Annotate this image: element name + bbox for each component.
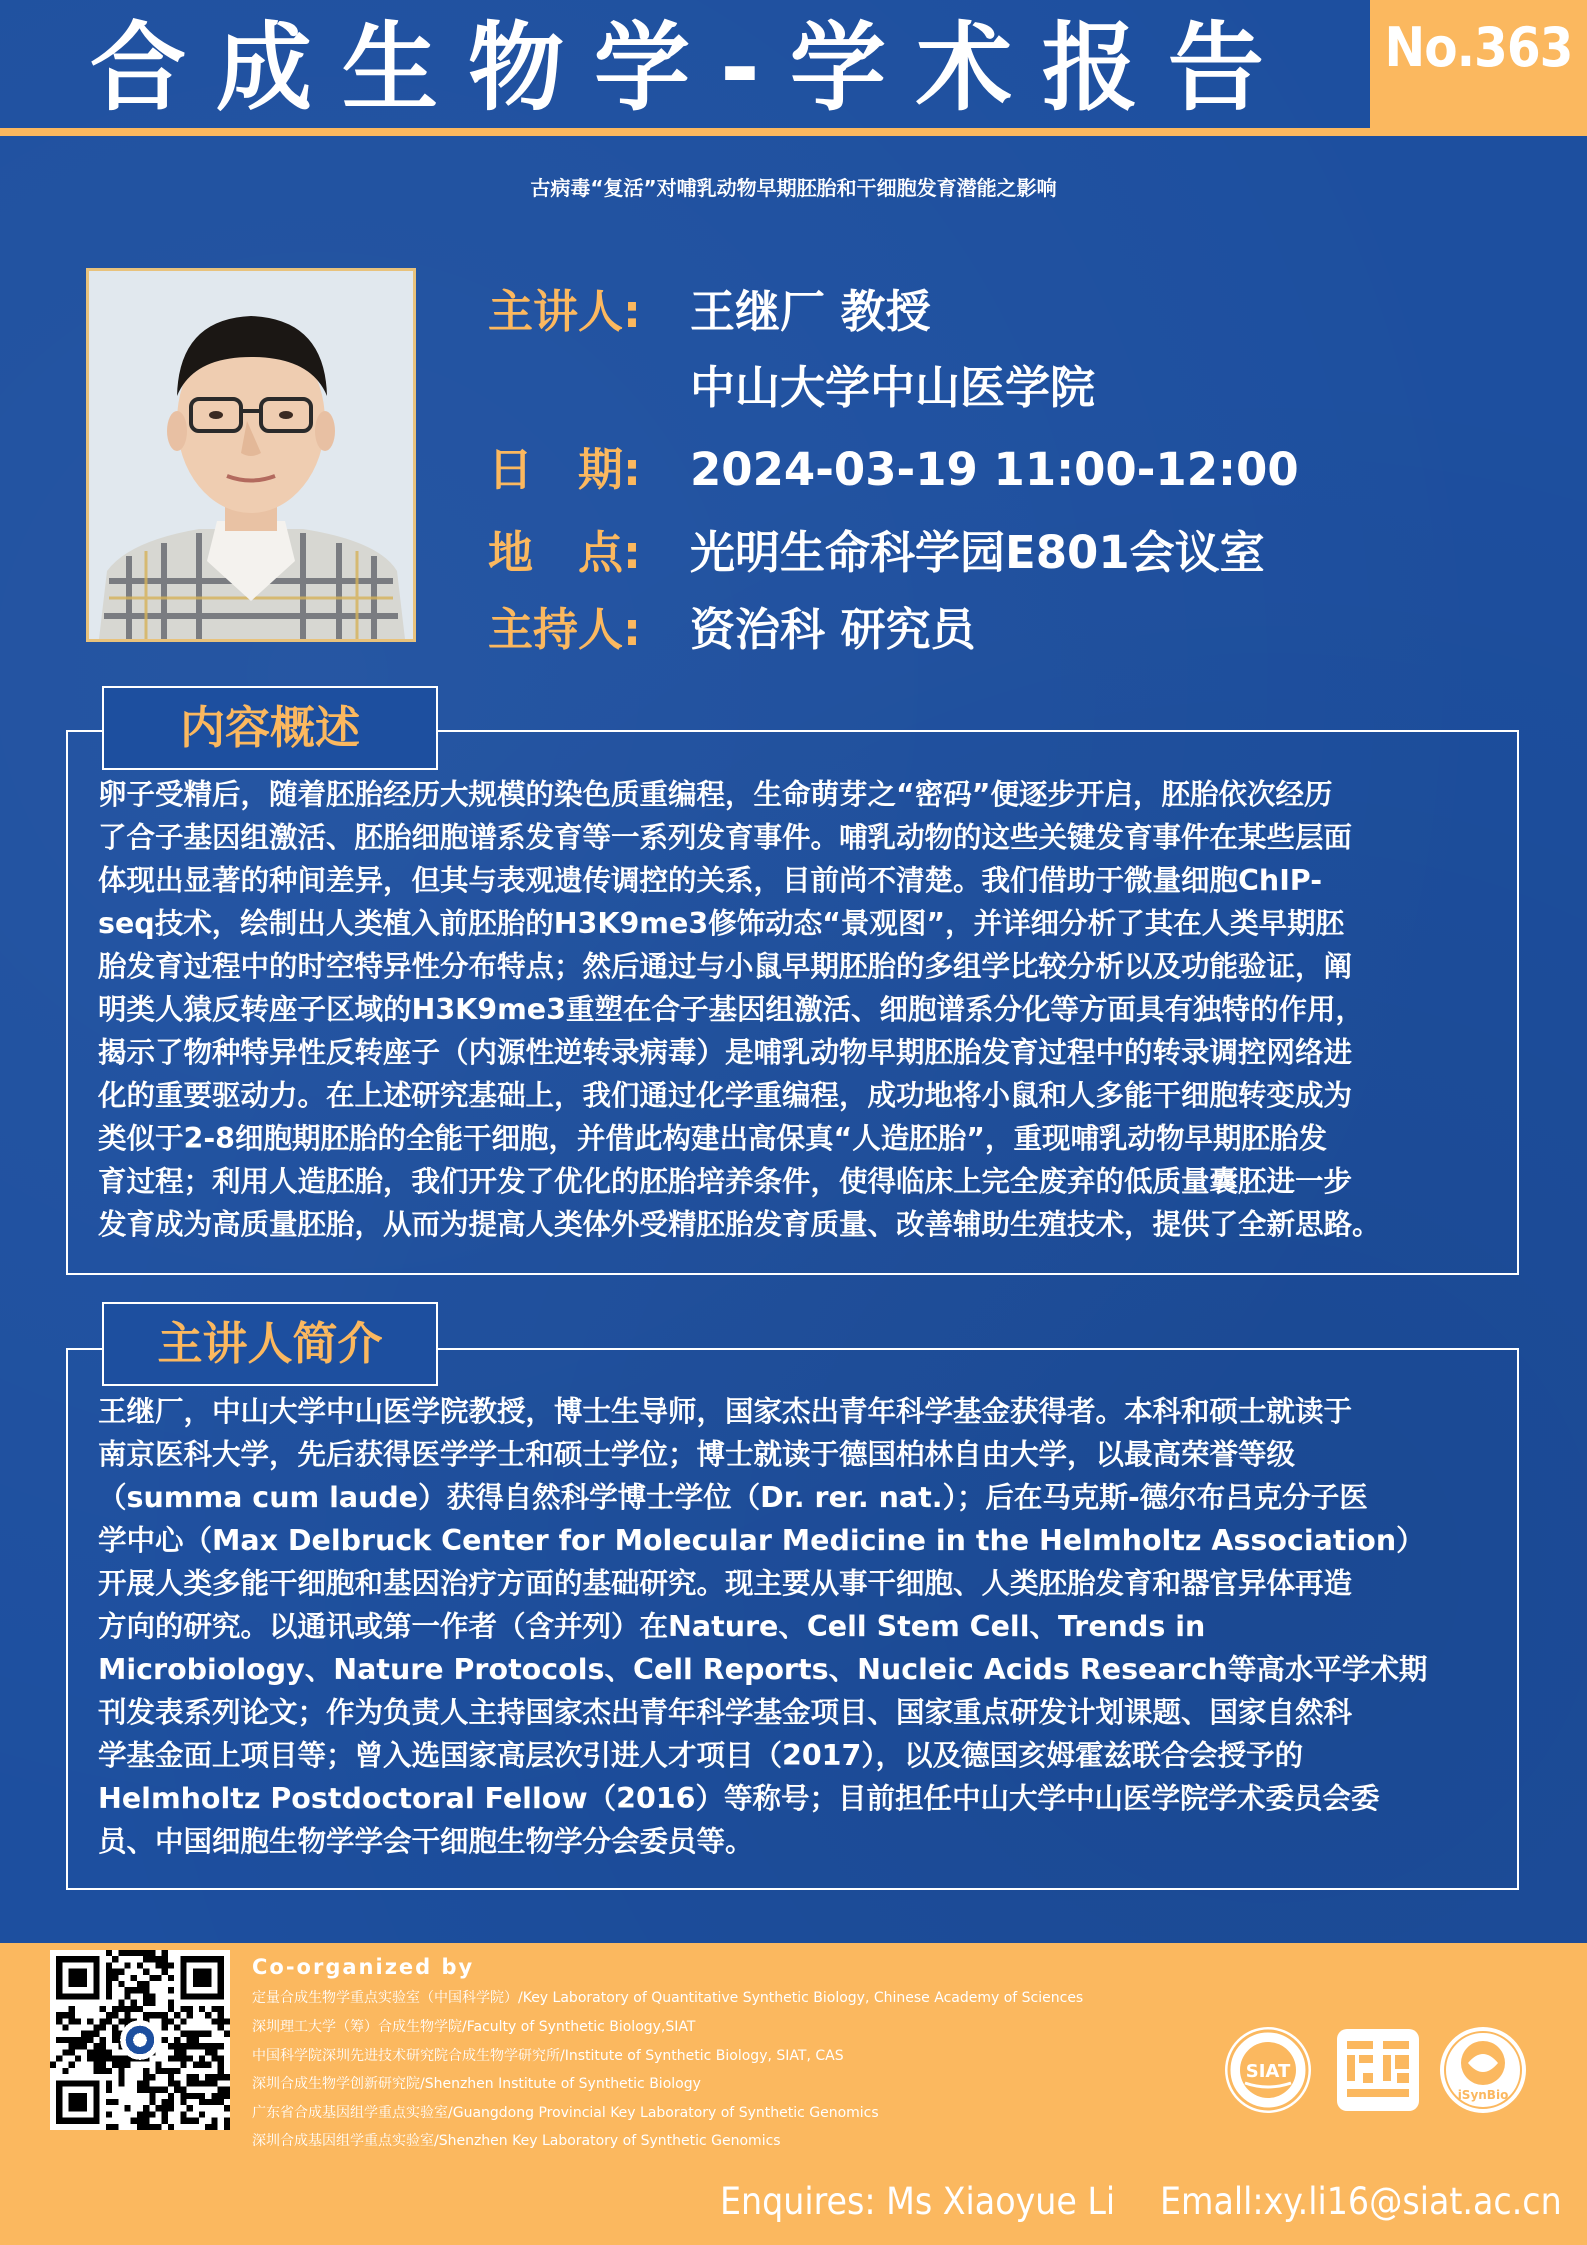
abstract-heading: 内容概述 <box>102 686 438 770</box>
abstract-line: 卵子受精后，随着胚胎经历大规模的染色质重编程，生命萌芽之“密码”便逐步开启，胚胎依次经历 <box>98 778 1333 811</box>
speaker-label: 主讲人: <box>488 285 641 338</box>
qr-code[interactable] <box>50 1950 230 2130</box>
abstract-text <box>98 773 1488 1246</box>
organizer-item: 中国科学院深圳先进技术研究院合成生物学研究所/Institute of Synthetic Biology, SIAT, CAS <box>252 2048 844 2064</box>
organizer-item: 定量合成生物学重点实验室（中国科学院）/Key Laboratory of Quantitative Synthetic Biology, Chinese Academy of Sciences <box>252 1990 1084 2006</box>
organizer-item: 广东省合成基因组学重点实验室/Guangdong Provincial Key Laboratory of Synthetic Genomics <box>252 2105 879 2121</box>
qr-code-graphic <box>50 1950 230 2130</box>
organizer-item: 深圳合成基因组学重点实验室/Shenzhen Key Laboratory of Synthetic Genomics <box>252 2133 781 2149</box>
abstract-line: seq技术，绘制出人类植入前胚胎的H3K9me3修饰动态“景观图”，并详细分析了其在人类早期胚 <box>98 907 1345 940</box>
abstract-line: 明类人猿反转座子区域的H3K9me3重塑在合子基因组激活、细胞谱系分化等方面具有独特的作用， <box>98 993 1364 1026</box>
bio-line: 方向的研究。以通讯或第一作者（含并列）在Nature、Cell Stem Cell、Trends in <box>98 1610 1206 1643</box>
abstract-line: 了合子基因组激活、胚胎细胞谱系发育等一系列发育事件。哺乳动物的这些关键发育事件在某些层面 <box>98 821 1353 854</box>
bio-line: 开展人类多能干细胞和基因治疗方面的基础研究。现主要从事干细胞、人类胚胎发育和器官异体再造 <box>98 1567 1353 1600</box>
bio-line: 王继厂，中山大学中山医学院教授，博士生导师，国家杰出青年科学基金获得者。本科和硕士就读于 <box>98 1395 1353 1428</box>
abstract-line: 类似于2-8细胞期胚胎的全能干细胞，并借此构建出高保真“人造胚胎”，重现哺乳动物早期胚胎发 <box>98 1122 1327 1155</box>
speaker-name: 王继厂 教授 <box>690 285 931 338</box>
poster-title: 合成生物学-学术报告 <box>90 12 1294 124</box>
siat-logo <box>1223 2025 1313 2115</box>
issue-badge <box>1370 0 1587 128</box>
header-divider <box>0 128 1587 136</box>
bio-line: 学中心（Max Delbruck Center for Molecular Medicine in the Helmholtz Association） <box>98 1524 1425 1557</box>
abstract-line: 育过程；利用人造胚胎，我们开发了优化的胚胎培养条件，使得临床上完全废弃的低质量囊胚进一步 <box>98 1165 1353 1198</box>
bio-line: 南京医科大学，先后获得医学学士和硕士学位；博士就读于德国柏林自由大学，以最高荣誉等级 <box>98 1438 1296 1471</box>
speaker-photo <box>86 268 416 642</box>
bio-line: （summa cum laude）获得自然科学博士学位（Dr. rer. nat.）；后在马克斯-德尔布吕克分子医 <box>98 1481 1368 1514</box>
abstract-line: 揭示了物种特异性反转座子（内源性逆转录病毒）是哺乳动物早期胚胎发育过程中的转录调控网络进 <box>98 1036 1353 1069</box>
abstract-line: 化的重要驱动力。在上述研究基础上，我们通过化学重编程，成功地将小鼠和人多能干细胞转变成为 <box>98 1079 1353 1112</box>
abstract-line: 体现出显著的种间差异，但其与表观遗传调控的关系，目前尚不清楚。我们借助于微量细胞ChIP- <box>98 864 1323 897</box>
bio-heading: 主讲人简介 <box>102 1302 438 1386</box>
organizer-item: 深圳合成生物学创新研究院/Shenzhen Institute of Synthetic Biology <box>252 2076 701 2092</box>
coorganized-title: Co-organized by <box>252 1955 475 1979</box>
bio-line: 学基金面上项目等；曾入选国家高层次引进人才项目（2017），以及德国亥姆霍兹联合会授予的 <box>98 1739 1304 1772</box>
bio-line: Microbiology、Nature Protocols、Cell Reports、Nucleic Acids Research等高水平学术期 <box>98 1653 1428 1686</box>
speaker-affiliation: 中山大学中山医学院 <box>690 361 1096 414</box>
email-contact[interactable]: Emall:xy.li16@siat.ac.cn <box>1160 2180 1562 2223</box>
organizer-item: 深圳理工大学（筹）合成生物学院/Faculty of Synthetic Biology,SIAT <box>252 2019 696 2035</box>
abstract-line: 发育成为高质量胚胎，从而为提高人类体外受精胚胎发育质量、改善辅助生殖技术，提供了全新思路。 <box>98 1208 1381 1241</box>
abstract-line: 胎发育过程中的时空特异性分布特点；然后通过与小鼠早期胚胎的多组学比较分析以及功能验证，阐 <box>98 950 1353 983</box>
date-label: 日 期: <box>488 443 641 496</box>
isynbio-logo <box>1438 2025 1528 2115</box>
host-value: 资治科 研究员 <box>690 603 976 656</box>
speaker-portrait-illustration <box>89 271 413 639</box>
venue-value: 光明生命科学园E801会议室 <box>690 526 1265 579</box>
synbio-emblem-graphic <box>1333 2025 1423 2115</box>
isynbio-logo-text: iSynBio <box>1457 2088 1509 2102</box>
bio-line: 员、中国细胞生物学学会干细胞生物学分会委员等。 <box>98 1825 754 1858</box>
enquires-contact: Enquires: Ms Xiaoyue Li <box>720 2180 1116 2223</box>
talk-title: 古病毒“复活”对哺乳动物早期胚胎和干细胞发育潜能之影响 <box>530 176 1057 200</box>
bio-text <box>98 1390 1488 1863</box>
issue-number: No.363 <box>1384 16 1573 79</box>
isynbio-logo-graphic <box>1438 2025 1528 2115</box>
host-label: 主持人: <box>488 603 641 656</box>
venue-label: 地 点: <box>488 526 641 579</box>
bio-line: 刊发表系列论文；作为负责人主持国家杰出青年科学基金项目、国家重点研发计划课题、国家自然科 <box>98 1696 1353 1729</box>
date-value: 2024-03-19 11:00-12:00 <box>690 443 1299 496</box>
bio-line: Helmholtz Postdoctoral Fellow（2016）等称号；目前担任中山大学中山医学院学术委员会委 <box>98 1782 1380 1815</box>
siat-logo-graphic <box>1223 2025 1313 2115</box>
siat-logo-text: SIAT <box>1245 2061 1291 2082</box>
synbio-emblem-logo <box>1333 2025 1423 2115</box>
